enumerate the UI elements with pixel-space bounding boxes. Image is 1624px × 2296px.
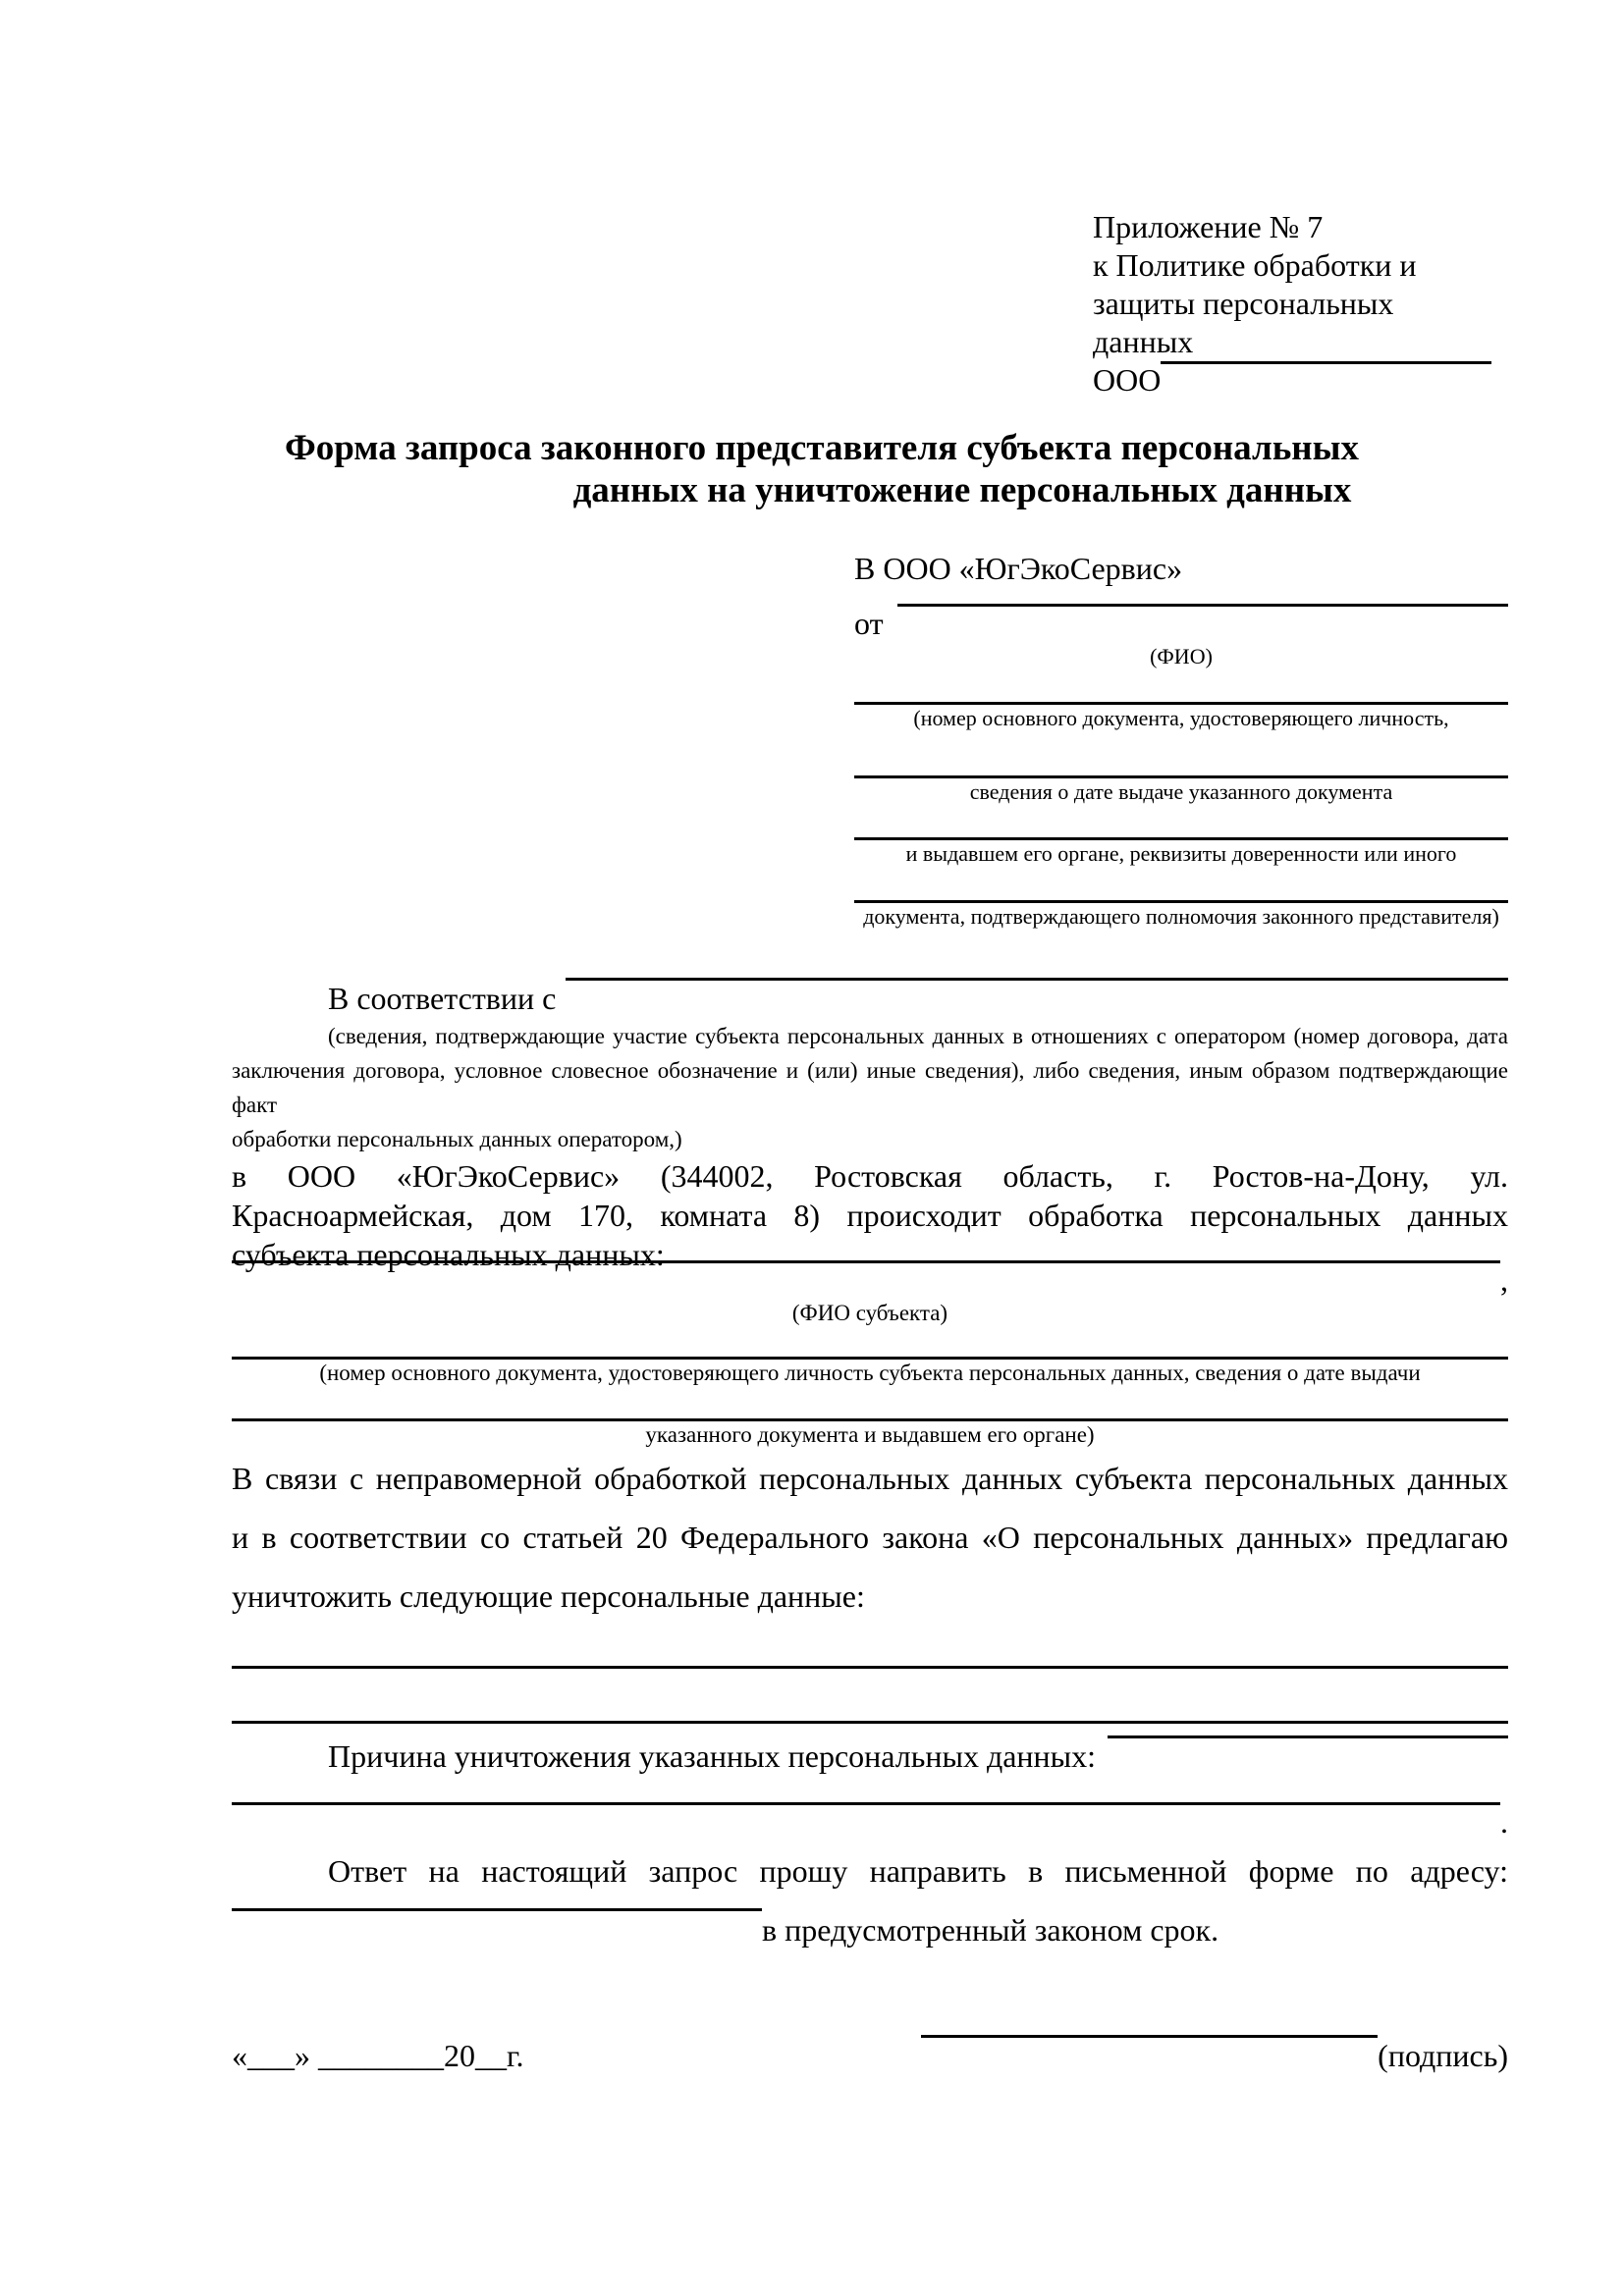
reason-row <box>232 1735 1508 1777</box>
accordance-note-line-1: (сведения, подтверждающие участие субъекта персональных данных в отношениях с оператором (номер договора, дата <box>328 1024 1508 1048</box>
doc-line-pair <box>854 775 1508 806</box>
doc-line-pair <box>854 900 1508 931</box>
signature-fill-line[interactable] <box>921 2035 1378 2038</box>
appendix-line-1: Приложение № 7 <box>1093 209 1324 244</box>
demand-paragraph <box>232 1449 1508 1626</box>
reason-continuation-row <box>232 1802 1508 1842</box>
doc-issue-date-caption: сведения о дате выдаче указанного документа <box>969 779 1393 804</box>
subject-fio-fill-line[interactable] <box>232 1260 1500 1263</box>
demand-line-2: и в соответствии со статьей 20 Федерального закона «О персональных данных» предлагаю <box>232 1520 1508 1555</box>
company-name-fill-line[interactable] <box>1161 361 1491 364</box>
signature-caption: (подпись) <box>1378 2038 1508 2073</box>
signature-area <box>921 2035 1508 2076</box>
answer-address-row <box>232 1908 1508 1951</box>
accordance-note <box>232 1019 1508 1156</box>
ooo-label: ООО <box>1093 362 1162 398</box>
accordance-note-line-2: заключения договора, условное словесное обозначение и (или) иные сведения), либо сведения, иным образом подтверждающие факт <box>232 1058 1508 1117</box>
form-title-line-2: данных на уничтожение персональных данных <box>572 470 1352 510</box>
accordance-row <box>232 978 1508 1019</box>
form-title <box>232 427 1508 511</box>
doc-number-caption: (номер основного документа, удостоверяющего личность, <box>913 706 1449 730</box>
accordance-label: В соответствии с <box>328 981 557 1016</box>
reason-fill-line-1[interactable] <box>1108 1735 1508 1738</box>
addressee-to: В ООО «ЮгЭкоСервис» <box>854 551 1183 586</box>
doc-authority-caption: и выдавшем его органе, реквизиты доверенности или иного <box>905 841 1457 866</box>
operator-paragraph-line-1: в ООО «ЮгЭкоСервис» (344002, Ростовская область, г. Ростов-на-Дону, ул. <box>232 1158 1508 1194</box>
doc-line-pair <box>854 702 1508 732</box>
subject-fio-comma: , <box>1500 1262 1508 1298</box>
fio-fill-line[interactable] <box>897 604 1508 607</box>
subject-doc-caption-1: (номер основного документа, удостоверяющего личность субъекта персональных данных, сведения о дате выдачи <box>319 1361 1421 1385</box>
appendix-line-3: защиты персональных данных <box>1093 286 1394 359</box>
appendix-line-2: к Политике обработки и <box>1093 247 1417 283</box>
demand-line-1: В связи с неправомерной обработкой персональных данных субъекта персональных данных <box>232 1461 1508 1496</box>
data-to-destroy-fill-line-2[interactable] <box>232 1721 1508 1724</box>
answer-tail-text: в предусмотренный законом срок. <box>762 1912 1219 1948</box>
subject-doc-caption-2: указанного документа и выдавшем его органе) <box>645 1422 1095 1447</box>
appendix-ooo-row <box>1093 361 1491 400</box>
form-title-line-1: Форма запроса законного представителя субъекта персональных <box>284 428 1359 468</box>
addressee-block <box>854 549 1508 931</box>
reason-label: Причина уничтожения указанных персональных данных: <box>328 1738 1097 1774</box>
accordance-fill-line[interactable] <box>566 978 1508 981</box>
operator-paragraph <box>232 1156 1508 1274</box>
reason-period: . <box>1500 1804 1508 1840</box>
reason-fill-line-2[interactable] <box>232 1802 1500 1805</box>
doc-line-pair <box>854 837 1508 868</box>
answer-paragraph: Ответ на настоящий запрос прошу направить в письменной форме по адресу: <box>328 1853 1508 1889</box>
demand-line-3: уничтожить следующие персональные данные: <box>232 1578 865 1614</box>
doc-powers-caption: документа, подтверждающего полномочия законного представителя) <box>863 904 1499 929</box>
date-template[interactable]: «___» ________20__г. <box>232 2038 524 2073</box>
data-to-destroy-fill-line-1[interactable] <box>232 1666 1508 1669</box>
from-label: от <box>854 606 884 641</box>
fio-caption: (ФИО) <box>1150 644 1213 668</box>
operator-paragraph-line-2: Красноармейская, дом 170, комната 8) происходит обработка персональных данных <box>232 1198 1508 1233</box>
accordance-note-line-3: обработки персональных данных оператором,) <box>232 1127 682 1151</box>
operator-paragraph-line-3: субъекта персональных данных: <box>232 1237 665 1272</box>
subject-fio-caption: (ФИО субъекта) <box>791 1301 948 1325</box>
answer-address-fill-line[interactable] <box>232 1908 762 1911</box>
footer-row <box>232 2035 1508 2076</box>
appendix-block <box>1093 208 1491 400</box>
from-row <box>854 604 1508 643</box>
